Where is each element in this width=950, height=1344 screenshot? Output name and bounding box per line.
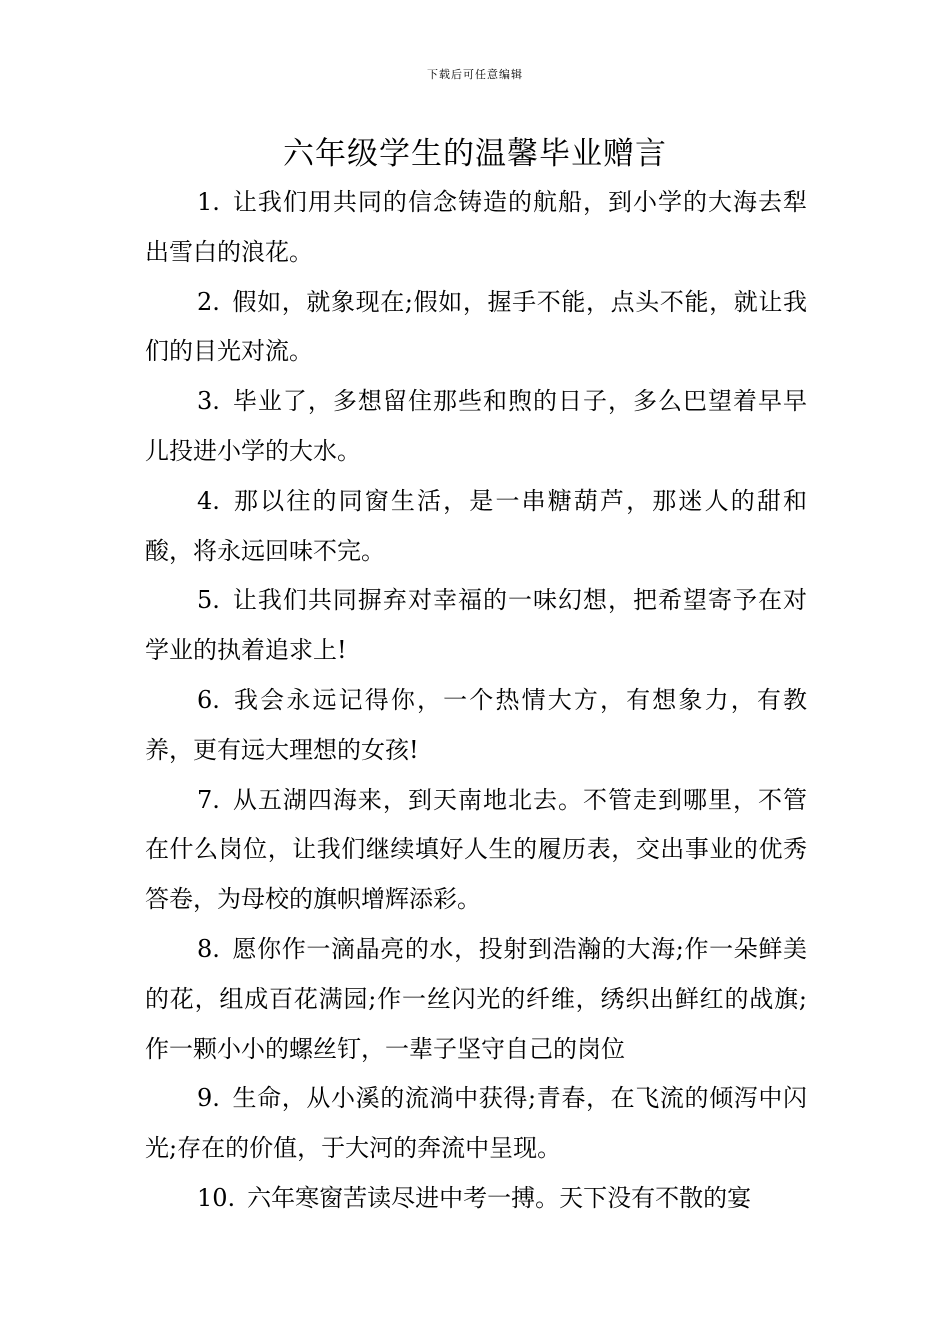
paragraph-number: 10.	[197, 1183, 236, 1212]
paragraph-text: 我会永远记得你，一个热情大方，有想象力，有教养，更有远大理想的女孩!	[145, 685, 807, 764]
paragraph-text: 让我们共同摒弃对幸福的一味幻想，把希望寄予在对学业的执着追求上!	[145, 586, 807, 665]
paragraph-6	[145, 676, 807, 776]
paragraph-8	[145, 925, 807, 1074]
paragraph-text: 让我们用共同的信念铸造的航船，到小学的大海去犁出雪白的浪花。	[145, 188, 807, 266]
paragraph-text: 毕业了，多想留住那些和煦的日子，多么巴望着早早儿投进小学的大水。	[145, 387, 807, 465]
paragraph-text: 那以往的同窗生活，是一串糖葫芦，那迷人的甜和酸，将永远回味不完。	[145, 486, 807, 565]
paragraph-7	[145, 776, 807, 925]
paragraph-10	[145, 1174, 807, 1224]
paragraph-text: 从五湖四海来，到天南地北去。不管走到哪里，不管在什么岗位，让我们继续填好人生的履历表，交出事业的优秀答卷，为母校的旗帜增辉添彩。	[145, 785, 807, 914]
paragraph-text: 生命，从小溪的流淌中获得;青春，在飞流的倾泻中闪光;存在的价值，于大河的奔流中呈现。	[145, 1084, 807, 1163]
paragraph-number: 1.	[197, 188, 220, 216]
paragraph-text: 假如，就象现在;假如，握手不能，点头不能，就让我们的目光对流。	[145, 287, 807, 366]
paragraph-text: 六年寒窗苦读尽进中考一搏。天下没有不散的宴	[247, 1183, 752, 1212]
paragraph-number: 8.	[197, 934, 220, 963]
paragraph-3	[145, 377, 807, 477]
paragraph-number: 7.	[197, 785, 220, 814]
document-title: 六年级学生的温馨毕业赠言	[283, 136, 667, 172]
paragraph-number: 3.	[197, 387, 220, 416]
document-body	[145, 178, 807, 1224]
paragraph-number: 5.	[197, 586, 220, 615]
paragraph-text: 愿你作一滴晶亮的水，投射到浩瀚的大海;作一朵鲜美的花，组成百花满园;作一丝闪光的纤维，绣织出鲜红的战旗;作一颗小小的螺丝钉，一辈子坚守自己的岗位	[145, 934, 807, 1063]
paragraph-2	[145, 278, 807, 378]
header-note: 下载后可任意编辑	[427, 68, 523, 81]
paragraph-5	[145, 576, 807, 676]
paragraph-number: 2.	[197, 287, 220, 316]
paragraph-9	[145, 1074, 807, 1174]
paragraph-1	[145, 178, 807, 278]
paragraph-4	[145, 477, 807, 577]
paragraph-number: 4.	[197, 486, 220, 515]
paragraph-number: 6.	[197, 685, 220, 714]
paragraph-number: 9.	[197, 1084, 220, 1113]
